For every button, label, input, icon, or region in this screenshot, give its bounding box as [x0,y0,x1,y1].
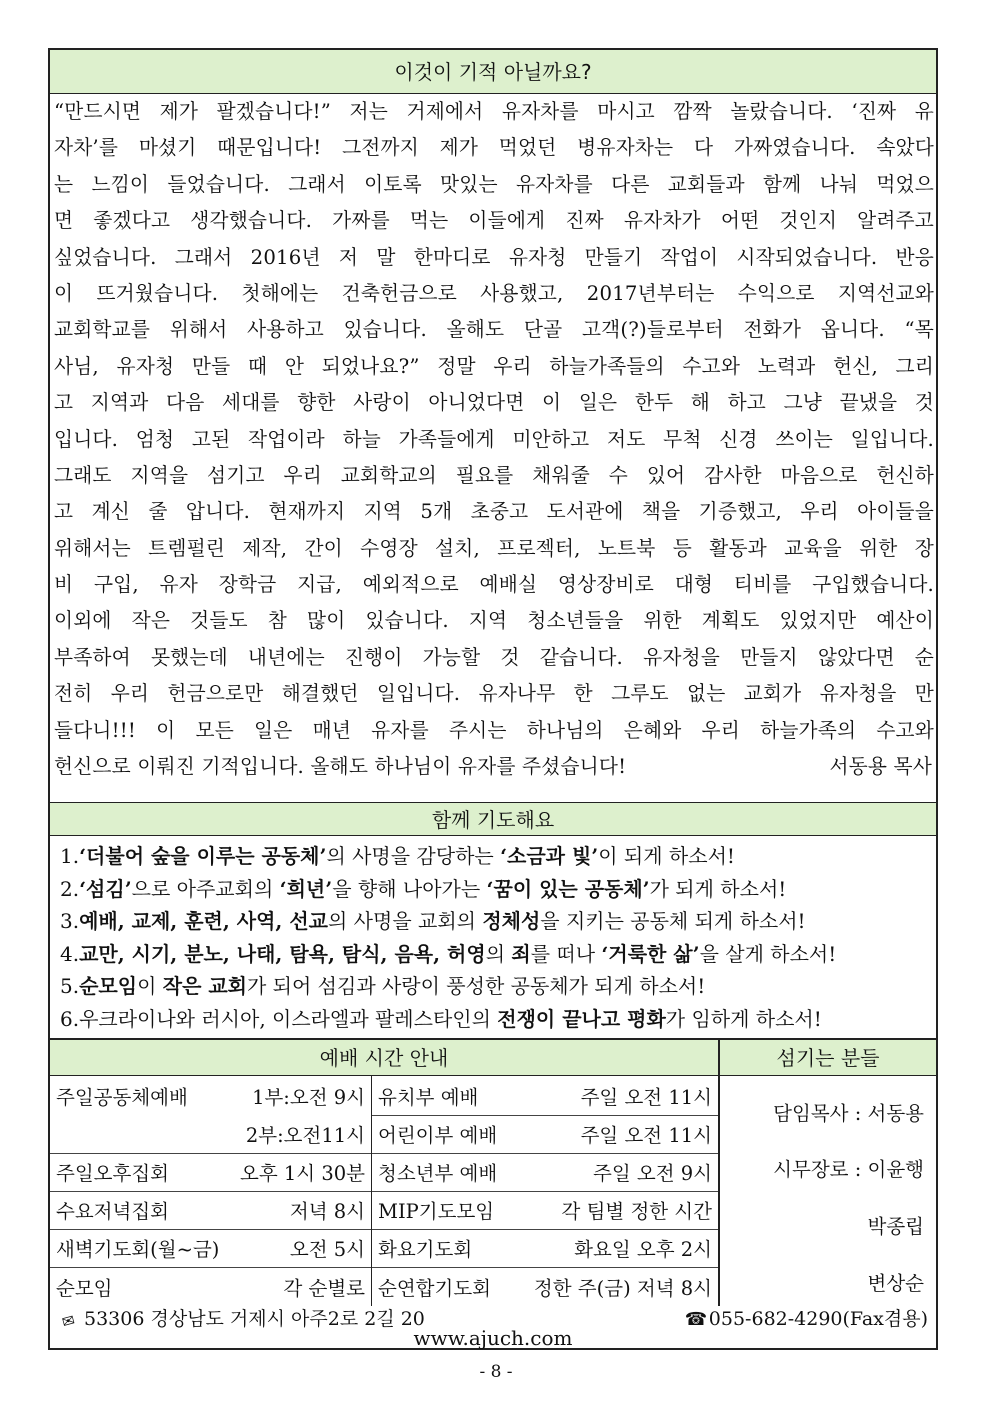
prayer-text: 을 살게 하소서! [699,941,837,966]
prayer-text: 가 되게 하소서! [649,876,787,901]
article-line: 는 느낌이 들었습니다. 그래서 이토록 맛있는 유자차를 다른 교회들과 함께 나눠 먹었으 [54,172,934,196]
prayer-emphasis: 순모임 [79,974,138,998]
service-section [50,1038,936,1304]
service-time: 주일 오전 9시 [593,1162,712,1185]
staff-line: 담임목사 : 서동용 [773,1102,924,1125]
article-line: 고 계신 줄 압니다. 현재까지 지역 5개 초중고 도서관에 책을 기증했고, 우리 아이들을 [54,500,934,524]
service-name: 수요저녁집회 [56,1200,170,1223]
prayer-text: 의 [485,941,512,966]
prayer-emphasis: 정체성 [482,909,541,933]
service-row [56,1229,365,1267]
prayer-emphasis: 죄 [511,941,531,966]
service-name: 주일오후집회 [56,1162,170,1185]
prayer-text: 의 사명을 감당하는 [326,844,501,868]
service-name: 순모임 [56,1276,113,1300]
article-line: 비 구입, 유자 장학금 지급, 예외적으로 예배실 영상장비로 대형 티비를 구입했습니다. [54,573,934,597]
service-name: 주일공동체예배 [56,1085,188,1109]
prayer-text: 가 임하게 하소서! [665,1006,822,1031]
staff-line: 박종립 [867,1215,924,1238]
prayer-item [60,970,930,1003]
service-time: 오후 1시 30분 [240,1162,365,1185]
prayer-text: 1. [60,844,80,868]
article-line: 그래도 지역을 섬기고 우리 교회학교의 필요를 채워줄 수 있어 감사한 마음으로 헌신하 [54,463,934,487]
article-line: 헌신으로 이뤄진 기적입니다. 올해도 하나님이 유자를 주셨습니다! [54,755,627,779]
prayer-item [60,905,930,938]
prayer-emphasis: 예배, 교제, 훈련, 사역, 선교 [79,909,328,933]
prayer-title: 함께 기도해요 [50,802,936,836]
service-row [378,1191,712,1229]
prayer-emphasis: 전쟁이 끝나고 평화 [497,1006,666,1031]
signature: 서동용 목사 [829,755,932,779]
staff-list [722,1076,936,1306]
service-time: 각 팀별 정한 시간 [561,1200,712,1223]
page-number: - 8 - [479,1362,513,1382]
prayer-text: 을 향해 나아가는 [332,876,487,901]
prayer-emphasis: 교만, 시기, 분노, 나태, 탐욕, 탐식, 음욕, 허영 [79,941,486,966]
envelope-icon: ✉ [60,1310,77,1332]
service-row [56,1191,365,1229]
prayer-item [60,873,930,906]
service-name: MIP기도모임 [378,1200,495,1223]
service-row [378,1153,712,1191]
prayer-text: 이 되게 하소서! [598,844,735,868]
staff-title: 섬기는 분들 [720,1040,936,1076]
article-line: 부족하여 못했는데 내년에는 진행이 가능할 것 같습니다. 유자청을 만들지 않았다면 순 [54,645,934,669]
prayer-emphasis: ‘거룩한 삶’ [601,941,700,966]
service-column-right [372,1076,720,1306]
address-text: 53306 경상남도 거제시 아주2로 2길 20 [84,1308,425,1330]
article-line: 자차’를 마셨기 때문입니다! 그전까지 제가 먹었던 병유자차는 다 가짜였습니다. 속았다 [54,136,934,160]
service-row [378,1267,712,1306]
prayer-item [60,840,930,873]
service-time: 저녁 8시 [289,1200,365,1223]
prayer-text: 의 사명을 교회의 [328,909,483,933]
service-name: 화요기도회 [378,1238,473,1261]
article-line: 이외에 작은 것들도 참 많이 있습니다. 지역 청소년들을 위한 계획도 있었지만 예산이 [54,609,934,633]
article-line: 사님, 유자청 만들 때 안 되었나요?” 정말 우리 하늘가족들의 수고와 노력과 헌신, 그리 [54,354,934,378]
prayer-text: 을 지키는 공동체 되게 하소서! [540,909,806,933]
article-line: 전히 우리 헌금으로만 해결했던 일입니다. 유자나무 한 그루도 없는 교회가 유자청을 만 [54,682,934,706]
prayer-emphasis: ‘더불어 숲을 이루는 공동체’ [79,844,327,868]
article-title: 이것이 기적 아닐까요? [50,50,936,94]
service-time: 주일 오전 11시 [580,1085,712,1109]
service-time: 2부:오전11시 [245,1124,365,1147]
footer [50,1304,936,1350]
prayer-emphasis: ‘꿈이 있는 공동체’ [486,876,650,901]
service-name: 새벽기도회(월~금) [56,1238,220,1261]
service-row [56,1076,365,1115]
prayer-emphasis: 작은 교회 [162,974,247,998]
service-name: 유치부 예배 [378,1085,479,1109]
service-row [56,1267,365,1306]
article-line: 이 뜨거웠습니다. 첫해에는 건축헌금으로 사용했고, 2017년부터는 수익으로 지역선교와 [54,281,934,305]
prayer-item [60,938,930,971]
staff-line: 변상순 [867,1272,924,1295]
article-line: “만드시면 제가 팔겠습니다!” 저는 거제에서 유자차를 마시고 깜짝 놀랐습니다. ‘진짜 유 [54,100,934,123]
prayer-item [60,1003,930,1036]
prayer-text: 5. [60,974,80,998]
service-row [378,1229,712,1267]
article-line: 고 지역과 다음 세대를 향한 사랑이 아니었다면 이 일은 한두 해 하고 그냥 끝냈을 것 [54,391,934,415]
prayer-text: 가 되어 섬김과 사랑이 풍성한 공동체가 되게 하소서! [247,974,706,998]
service-row [56,1115,365,1153]
prayer-text: 6.우크라이나와 러시아, 이스라엘과 팔레스타인의 [60,1006,498,1031]
staff-line: 시무장로 : 이윤행 [773,1158,924,1181]
prayer-text: 으로 아주교회의 [131,876,280,901]
prayer-text: 를 떠나 [530,941,602,966]
service-time: 주일 오전 11시 [580,1124,712,1147]
service-time: 각 순별로 [283,1276,365,1300]
phone-text: 055-682-4290(Fax겸용) [708,1308,928,1330]
service-row [378,1115,712,1153]
prayer-text: 2. [60,876,80,901]
service-row [378,1076,712,1115]
page-frame [48,48,938,1350]
service-row [56,1153,365,1191]
service-name: 순연합기도회 [378,1276,492,1300]
article-last-line [54,749,934,785]
prayer-emphasis: ‘소금과 빛’ [500,844,599,868]
website-link[interactable]: www.ajuch.com [413,1326,573,1350]
prayer-text: 3. [60,909,80,933]
prayer-list [60,840,930,1035]
service-time: 오전 5시 [289,1238,365,1261]
article-line: 교회학교를 위해서 사용하고 있습니다. 올해도 단골 고객(?)들로부터 전화가 옵니다. “목 [54,318,934,342]
service-time: 정한 주(금) 저녁 8시 [533,1276,712,1300]
article-line: 면 좋겠다고 생각했습니다. 가짜를 먹는 이들에게 진짜 유자차가 어떤 것인지 알려주고 [54,209,934,233]
service-name: 어린이부 예배 [378,1124,498,1147]
prayer-emphasis: ‘희년’ [279,876,333,901]
article-body [54,94,934,785]
service-name: 청소년부 예배 [378,1162,498,1185]
article-line: 입니다. 엄청 고된 작업이라 하늘 가족들에게 미안하고 저도 무척 신경 쓰이는 일입니다. [54,427,934,451]
article-line: 싶었습니다. 그래서 2016년 저 말 한마디로 유자청 만들기 작업이 시작되었습니다. 반응 [54,245,934,269]
service-time: 화요일 오후 2시 [574,1238,712,1261]
prayer-emphasis: ‘섬김’ [79,876,132,901]
prayer-text: 이 [137,974,163,998]
article-line: 들다니!!! 이 모든 일은 매년 유자를 주시는 하나님의 은혜와 우리 하늘가족의 수고와 [54,718,934,742]
service-time: 1부:오전 9시 [252,1085,365,1109]
prayer-text: 4. [60,941,80,966]
article-line: 위해서는 트렘펄린 제작, 간이 수영장 설치, 프로젝터, 노트북 등 활동과 교육을 위한 장 [54,536,934,560]
service-column-left [50,1076,372,1306]
telephone-icon: ☎ [684,1309,708,1330]
service-times-title: 예배 시간 안내 [50,1040,720,1076]
